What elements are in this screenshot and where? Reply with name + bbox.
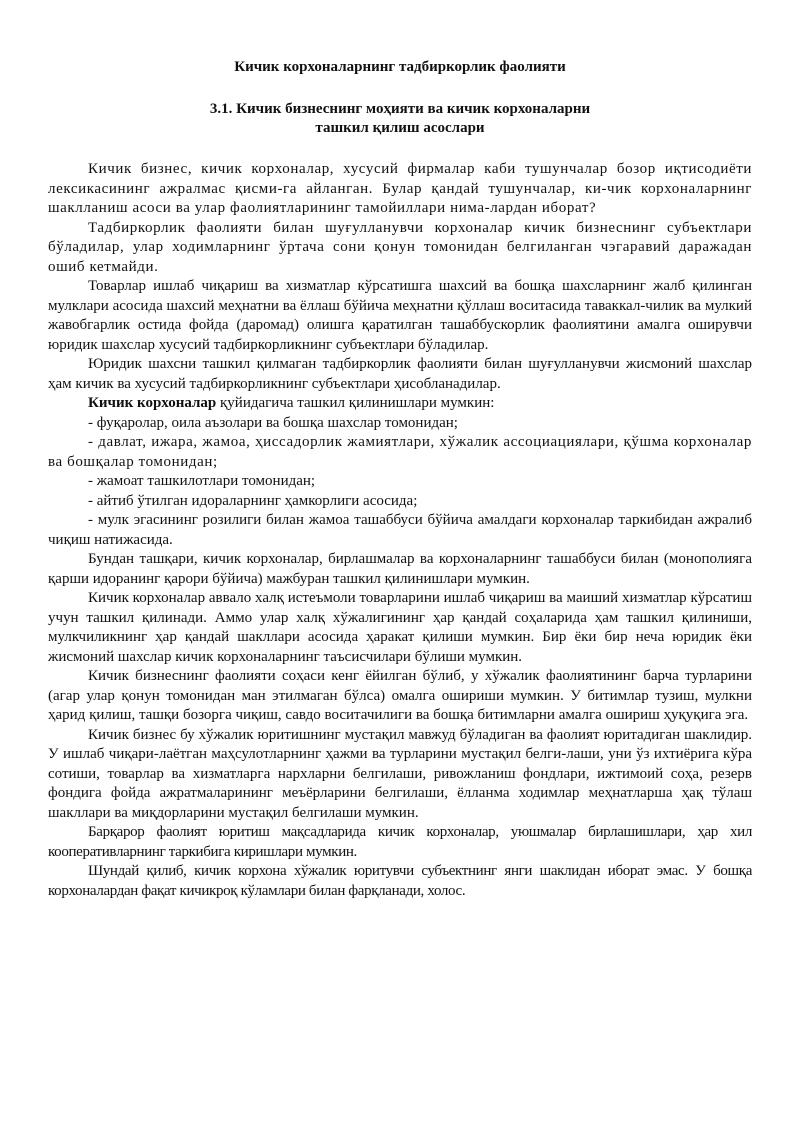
bullet-item-4: - айтиб ўтилган идораларнинг ҳамкорлиги асосида; [88,492,418,509]
paragraph-1: Кичик бизнес, кичик корхоналар, хусусий фирмалар каби тушунчалар бозор иқтисодиёти лексикасининг ажралмас қисми-га айланган. Булар қандай тушунчалар, ки-чик корхоналарнинг шаклланиш асоси ва улар фаолиятларининг тамойиллари нима-лардан иборат? [48,161,752,216]
lead-rest: қуйидагича ташкил қилинишлари мумкин: [216,395,495,411]
lead-paragraph [48,394,752,414]
lead-bold-term: Кичик корхоналар [88,395,217,411]
bullet-item-5: - мулк эгасининг розилиги билан жамоа ташаббуси бўйича амалдаги корхоналар таркибидан ажралиб чиқиш натижасида. [48,512,752,548]
bullet-item-3: - жамоат ташкилотлари томонидан; [88,473,316,489]
document-page [48,58,752,901]
paragraph-5: Бундан ташқари, кичик корхоналар, бирлашмалар ва корхоналарнинг ташаббуси билан (монополияга қарши идоранинг қарори бўйича) мажбуран ташкил қилинишлари мумкин. [48,551,752,587]
paragraph-10: Шундай қилиб, кичик корхона хўжалик юритувчи субъектнинг янги шаклидан иборат эмас. У бошқа корхоналардан фақат кичикроқ кўламлари билан фарқланади, холос. [48,863,752,899]
paragraph-3: Товарлар ишлаб чиқариш ва хизматлар кўрсатишга шахсий ва бошқа шахсларнинг жалб қилинган мулклари асосида шахсий меҳнатни ва ёллаш бўйича меҳнатни қўллаш воситасида таваккал-чилик ва мулкий жавобгарлик остида фойда (даромад) олишга қаратилган ташаббускорлик фаолиятини амалга оширувчи юридик шахслар хусусий тадбиркорликнинг субъектлари бўладилар. [48,278,752,353]
bullet-item-1: - фуқаролар, оила аъзолари ва бошқа шахслар томонидан; [88,414,458,431]
document-title: Кичик корхоналарнинг тадбиркорлик фаолияти [234,59,566,75]
paragraph-8: Кичик бизнес бу хўжалик юритишнинг мустақил мавжуд бўладиган ва фаолият юритадиган шаклидир. У ишлаб чиқари-лаётган маҳсулотларнинг ҳажми ва турларини мустақил белги-лаши, уни ўз ихтиёрига кўра сотиши, товарлар ва хизматларга нархларни белгилаши, ривожланиш фондлари, ижтимоий соҳа, резерв фондига фойда ажратмаларининг меъёрларини белгилаши, ёлланма ходимлар меҳнатларша ҳақ тўлаш шакллари ва миқдорларини мустақил белгилаши мумкин. [48,726,752,821]
document-body [48,160,752,901]
paragraph-4: Юридик шахсни ташкил қилмаган тадбиркорлик фаолияти билан шуғулланувчи жисмоний шахслар ҳам кичик ва хусусий тадбиркорликнинг субъектлари ҳисобланадилар. [48,356,752,392]
section-title-line-1: 3.1. Кичик бизнеснинг моҳияти ва кичик корхоналарни [209,101,591,117]
paragraph-6: Кичик корхоналар аввало халқ истеъмоли товарларини ишлаб чиқариш ва маиший хизматлар кўрсатиш учун ташкил қилинади. Аммо улар халқ хўжалигининг ҳар қандай соҳаларида ҳам ташкил қилиниши, мулкчиликнинг ҳар қандай шакллари асосида ҳаракат қилиши мумкин. Бир ёки бир неча юридик ёки жисмоний шахслар кичик корхоналарнинг таъсисчилари бўлиши мумкин. [48,590,752,665]
paragraph-9: Барқарор фаолият юритиш мақсадларида кичик корхоналар, уюшмалар бирлашишлари, ҳар хил кооперативларнинг таркибига киришлари мумкин. [48,824,752,860]
paragraph-2: Тадбиркорлик фаолияти билан шуғулланувчи корхоналар кичик бизнеснинг субъектлари бўладилар, улар ходимларнинг ўртача сони қонун томонидан белгиланган чэгаравий даражадан ошиб кетмайди. [48,219,752,275]
section-title [48,100,752,138]
section-title-line-2: ташкил қилиш асослари [315,120,485,136]
paragraph-7: Кичик бизнеснинг фаолияти соҳаси кенг ёйилган бўлиб, у хўжалик фаолиятининг барча турларини (агар улар қонун томонидан ман этилмаган бўлса) омалга ошириши мумкин. У битимлар тузиш, мулкни ҳарид қилиш, ташқи бозорга чиқиш, савдо воситачилиги ва бошқа битимларни амалга ошириш ҳуқуқига эга. [48,668,752,723]
bullet-item-2: - давлат, ижара, жамоа, ҳиссадорлик жамиятлари, хўжалик ассоциациялари, қўшма корхоналар ва бошқалар томонидан; [48,434,752,470]
